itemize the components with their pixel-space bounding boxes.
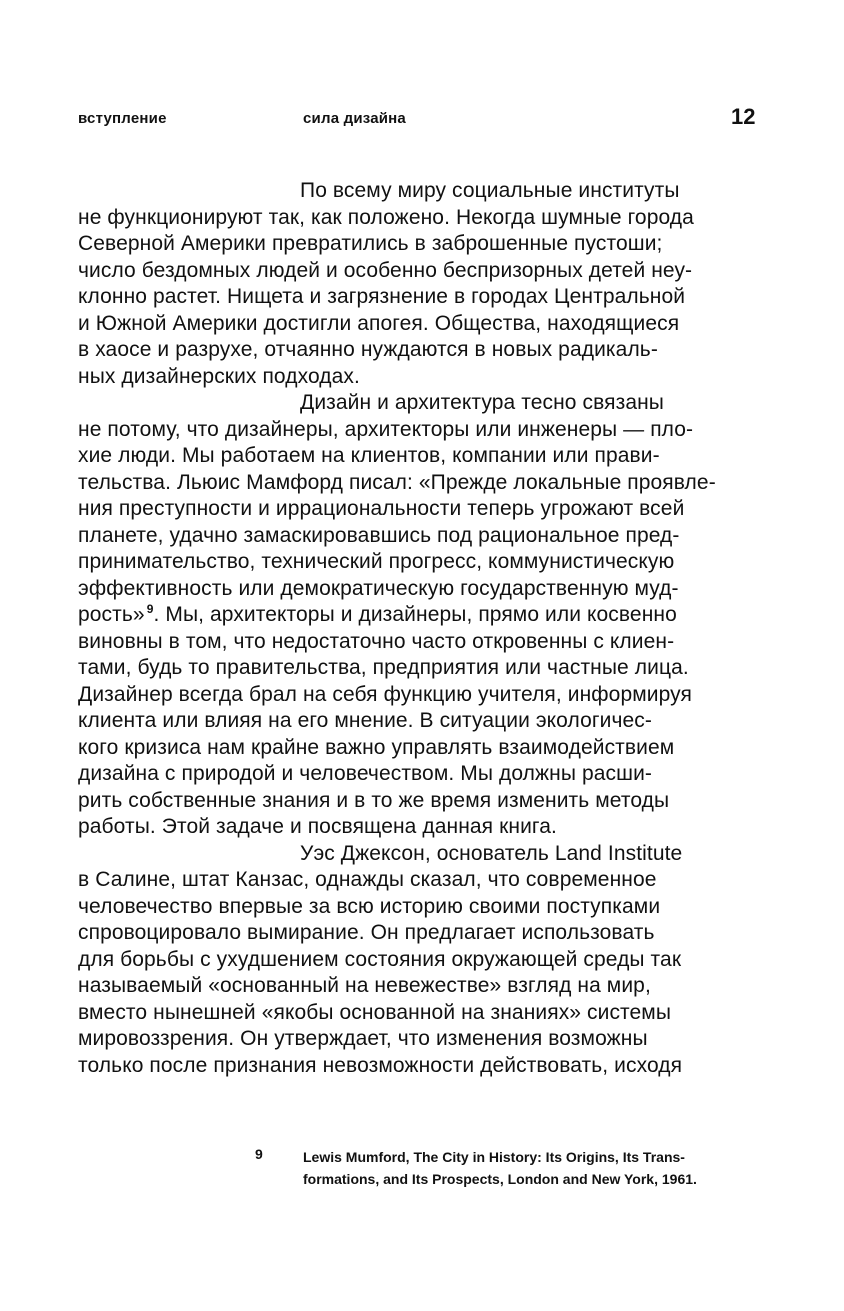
page-number: 12 xyxy=(731,104,756,129)
text-line: эффективность или демократическую государственную муд- xyxy=(78,576,679,600)
text-line: не функционируют так, как положено. Некогда шумные города xyxy=(78,205,694,229)
text-line: Дизайнер всегда брал на себя функцию учителя, информируя xyxy=(78,682,692,706)
text-line: рить собственные знания и в то же время изменить методы xyxy=(78,788,670,812)
text-line: в Салине, штат Канзас, однажды сказал, что современное xyxy=(78,868,657,891)
text-fragment: рость» xyxy=(78,603,145,626)
text-line-with-footnote xyxy=(78,602,778,629)
text-line: тами, будь то правительства, предприятия или частные лица. xyxy=(78,656,689,679)
running-head xyxy=(0,104,844,132)
text-line: число бездомных людей и особенно беспризорных детей неу- xyxy=(78,258,693,282)
text-line: По всему миру социальные институты xyxy=(300,179,680,202)
text-line: человечество впервые за всю историю своими поступками xyxy=(78,894,661,918)
footnote-line: Lewis Mumford, The City in History: Its Origins, Its Trans- xyxy=(303,1149,685,1165)
text-line: Дизайн и архитектура тесно связаны xyxy=(300,391,664,414)
footnote-text xyxy=(303,1146,773,1190)
text-line: только после признания невозможности действовать, исходя xyxy=(78,1053,683,1077)
section-label: вступление xyxy=(78,110,167,127)
text-line: клиента или влияя на его мнение. В ситуации экологичес- xyxy=(78,709,652,732)
footnote-line: formations, and Its Prospects, London and New York, 1961. xyxy=(303,1171,697,1187)
text-line: Уэс Джексон, основатель Land Institute xyxy=(300,841,683,865)
text-line: не потому, что дизайнеры, архитекторы или инженеры — пло- xyxy=(78,417,694,441)
text-line: работы. Этой задаче и посвящена данная книга. xyxy=(78,815,557,838)
text-line: тельства. Льюис Мамфорд писал: «Прежде локальные проявле- xyxy=(78,470,716,494)
text-line: планете, удачно замаскировавшись под рациональное пред- xyxy=(78,523,680,547)
text-line: принимательство, технический прогресс, коммунистическую xyxy=(78,550,675,573)
text-line: ных дизайнерских подходах. xyxy=(78,364,360,388)
text-line: хие люди. Мы работаем на клиентов, компании или прави- xyxy=(78,444,660,467)
text-fragment: . Мы, архитекторы и дизайнеры, прямо или косвенно xyxy=(153,603,677,626)
text-line: клонно растет. Нищета и загрязнение в городах Центральной xyxy=(78,285,686,308)
footnote-reference[interactable]: 9 xyxy=(146,602,154,616)
text-line: называемый «основанный на невежестве» взгляд на мир, xyxy=(78,974,651,997)
book-title: сила дизайна xyxy=(303,110,406,127)
text-line: спровоцировало вымирание. Он предлагает использовать xyxy=(78,921,655,944)
text-line: виновны в том, что недостаточно часто откровенны с клиен- xyxy=(78,629,675,653)
text-line: Северной Америки превратились в заброшенные пустоши; xyxy=(78,232,663,255)
footnote-number: 9 xyxy=(255,1146,263,1162)
text-line: вместо нынешней «якобы основанной на знаниях» системы xyxy=(78,1000,672,1024)
text-line: кого кризиса нам крайне важно управлять взаимодействием xyxy=(78,735,675,759)
text-line: ния преступности и иррациональности теперь угрожают всей xyxy=(78,497,685,520)
text-line: мировоззрения. Он утверждает, что изменения возможны xyxy=(78,1027,648,1050)
text-line: дизайна с природой и человечеством. Мы должны расши- xyxy=(78,762,652,785)
text-line: и Южной Америки достигли апогея. Общества, находящиеся xyxy=(78,311,680,335)
body-text xyxy=(78,178,778,1079)
text-line: в хаосе и разрухе, отчаянно нуждаются в новых радикаль- xyxy=(78,338,658,361)
text-line: для борьбы с ухудшением состояния окружающей среды так xyxy=(78,947,682,971)
